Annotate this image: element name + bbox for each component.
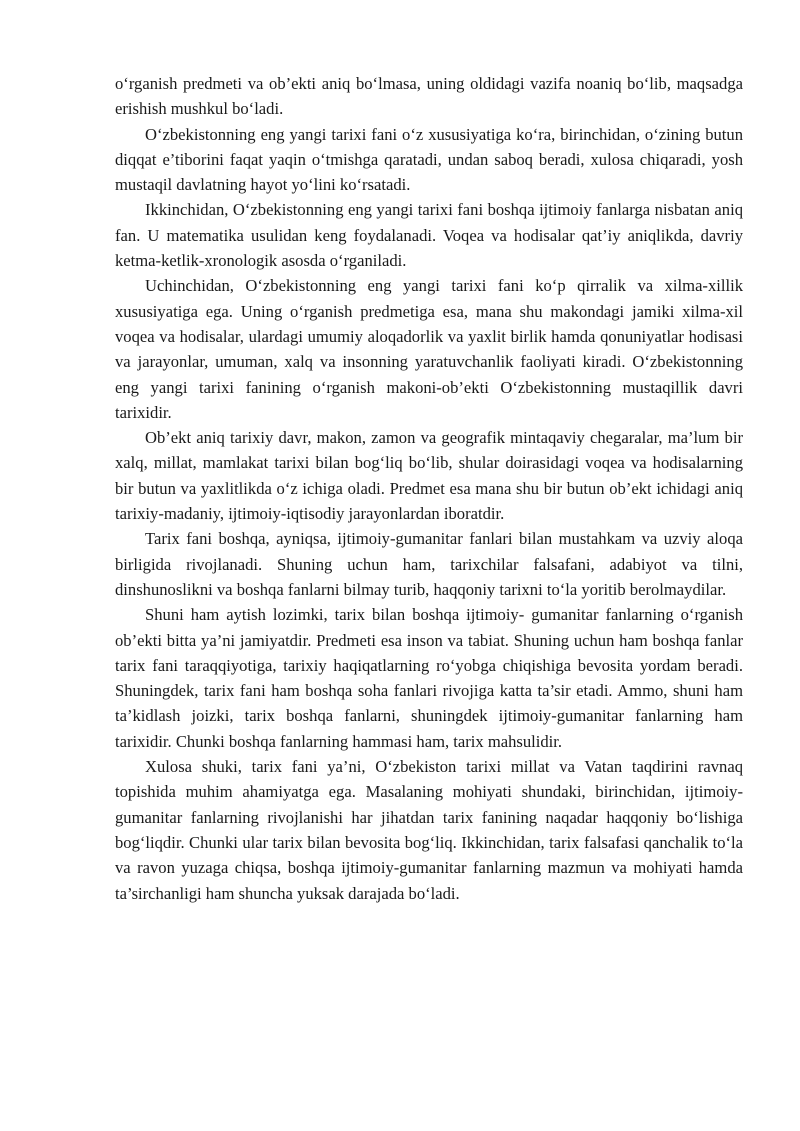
paragraph-continuation: o‘rganish predmeti va ob’ekti aniq bo‘lmasa, uning oldidagi vazifa noaniq bo‘lib, maqsadga erishish mushkul bo‘ladi.	[115, 74, 743, 119]
paragraph: Ikkinchidan, O‘zbekistonning eng yangi tarixi fani boshqa ijtimoiy fanlarga nisbatan aniq fan. U matematika usulidan keng foydalanadi. Voqea va hodisalar qat’iy aniqlikda, davriy ketma-ketlik-xronologik asosda o‘rganiladi.	[115, 200, 743, 271]
paragraph: Shuni ham aytish lozimki, tarix bilan boshqa ijtimoiy- gumanitar fanlarning o‘rganish ob’ekti bitta ya’ni jamiyatdir. Predmeti esa inson va tabiat. Shuning uchun ham boshqa fanlar tarix fani taraqqiyotiga, tarixiy haqiqatlarning ro‘yobga chiqishiga bevosita yordam beradi. Shuningdek, tarix fani ham boshqa soha fanlari rivojiga katta ta’sir etadi. Ammo, shuni ham ta’kidlash joizki, tarix boshqa fanlarni, shuningdek ijtimoiy-gumanitar fanlarning ham tarixidir. Chunki boshqa fanlarning hammasi ham, tarix mahsulidir.	[115, 605, 743, 751]
paragraph: Xulosa shuki, tarix fani ya’ni, O‘zbekiston tarixi millat va Vatan taqdirini ravnaq topishida muhim ahamiyatga ega. Masalaning mohiyati shundaki, birinchidan, ijtimoiy-gumanitar fanlarning rivojlanishi har jihatdan tarix fanining naqadar haqqoniy bo‘lishiga bog‘liqdir. Chunki ular tarix bilan bevosita bog‘liq. Ikkinchidan, tarix falsafasi qanchalik to‘la va ravon yuzaga chiqsa, boshqa ijtimoiy-gumanitar fanlarning mazmun va mohiyati hamda ta’sirchanligi ham shuncha yuksak darajada bo‘ladi.	[115, 757, 743, 903]
document-body	[115, 71, 743, 906]
paragraph: Uchinchidan, O‘zbekistonning eng yangi tarixi fani ko‘p qirralik va xilma-xillik xususiyatiga ega. Uning o‘rganish predmetiga esa, mana shu makondagi jamiki xilma-xil voqea va hodisalar, ulardagi umumiy aloqadorlik va yaxlit birlik hamda qonuniyatlar hodisasi va jarayonlar, umuman, xalq va insonning yaratuvchanlik faoliyati kiradi. O‘zbekistonning eng yangi tarixi fanining o‘rganish makoni-ob’ekti O‘zbekistonning mustaqillik davri tarixidir.	[115, 276, 743, 422]
paragraph: O‘zbekistonning eng yangi tarixi fani o‘z xususiyatiga ko‘ra, birinchidan, o‘zining butun diqqat e’tiborini faqat yaqin o‘tmishga qaratadi, undan saboq beradi, xulosa chiqaradi, yosh mustaqil davlatning hayot yo‘lini ko‘rsatadi.	[115, 124, 743, 195]
paragraph: Ob’ekt aniq tarixiy davr, makon, zamon va geografik mintaqaviy chegaralar, ma’lum bir xalq, millat, mamlakat tarixi bilan bog‘liq bo‘lib, shular doirasidagi voqea va hodisalarning bir butun va yaxlitlikda o‘z ichiga oladi. Predmet esa mana shu bir butun ob’ekt ichidagi aniq tarixiy-madaniy, ijtimoiy-iqtisodiy jarayonlardan iboratdir.	[115, 428, 743, 524]
paragraph: Tarix fani boshqa, ayniqsa, ijtimoiy-gumanitar fanlari bilan mustahkam va uzviy aloqa birligida rivojlanadi. Shuning uchun ham, tarixchilar falsafani, adabiyot va tilni, dinshunoslikni va boshqa fanlarni bilmay turib, haqqoniy tarixni to‘la yoritib berolmaydilar.	[115, 529, 743, 599]
